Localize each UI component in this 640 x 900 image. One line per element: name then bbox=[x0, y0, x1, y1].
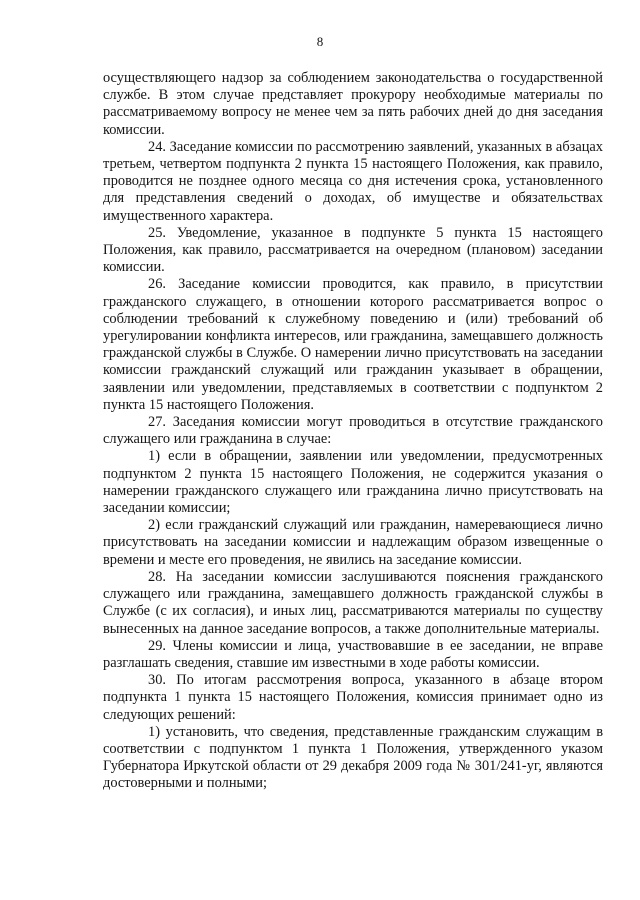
paragraph-27-item-2: 2) если гражданский служащий или гражданин, намеревающиеся лично присутствовать на заседании комиссии и надлежащим образом извещенные о времени и месте его проведения, не явились на заседание комиссии. bbox=[103, 517, 603, 568]
page-number: 8 bbox=[316, 34, 324, 49]
paragraph-26: 26. Заседание комиссии проводится, как правило, в присутствии гражданского служащего, в отношении которого рассматривается вопрос о соблюдении требований к служебному поведению и (или) требований об урегулировании конфликта интересов, или гражданина, замещавшего должность гражданской службы в Службе. О намерении лично присутствовать на заседании комиссии гражданский служащий или гражданин указывает в обращении, заявлении или уведомлении, представляемых в соответствии с подпунктом 2 пункта 15 настоящего Положения. bbox=[103, 276, 603, 413]
paragraph-30: 30. По итогам рассмотрения вопроса, указанного в абзаце втором подпункта 1 пункта 15 настоящего Положения, комиссия принимает одно из следующих решений: bbox=[103, 672, 603, 723]
paragraph-30-item-1: 1) установить, что сведения, представленные гражданским служащим в соответствии с подпунктом 1 пункта 1 Положения, утвержденного указом Губернатора Иркутской области от 29 декабря 2009 года № 301/241-уг, являются достоверными и полными; bbox=[103, 723, 603, 792]
paragraph-29: 29. Члены комиссии и лица, участвовавшие в ее заседании, не вправе разглашать сведения, ставшие им известными в ходе работы комиссии. bbox=[103, 637, 603, 671]
paragraph-continuation: осуществляющего надзор за соблюдением законодательства о государственной службе. В этом случае представляет прокурору необходимые материалы по рассматриваемому вопросу не менее чем за пять рабочих дней до дня заседания комиссии. bbox=[103, 70, 603, 138]
paragraph-25: 25. Уведомление, указанное в подпункте 5 пункта 15 настоящего Положения, как правило, рассматривается на очередном (плановом) заседании комиссии. bbox=[103, 224, 603, 276]
paragraph-28: 28. На заседании комиссии заслушиваются пояснения гражданского служащего или гражданина, замещавшего должность гражданской службы в Службе (с их согласия), и иных лиц, рассматриваются материалы по существу вынесенных на данное заседание вопросов, а также дополнительные материалы. bbox=[103, 568, 603, 637]
paragraph-24: 24. Заседание комиссии по рассмотрению заявлений, указанных в абзацах третьем, четвертом подпункта 2 пункта 15 настоящего Положения, как правило, проводится не позднее одного месяца со дня истечения срока, установленного для представления сведений о доходах, об имуществе и обязательствах имущественного характера. bbox=[103, 138, 603, 224]
paragraph-27: 27. Заседания комиссии могут проводиться в отсутствие гражданского служащего или гражданина в случае: bbox=[103, 414, 603, 448]
paragraph-27-item-1: 1) если в обращении, заявлении или уведомлении, предусмотренных подпунктом 2 пункта 15 настоящего Положения, не содержится указания о намерении гражданского служащего или гражданина лично присутствовать на заседании комиссии; bbox=[103, 448, 603, 517]
document-body bbox=[103, 70, 603, 793]
